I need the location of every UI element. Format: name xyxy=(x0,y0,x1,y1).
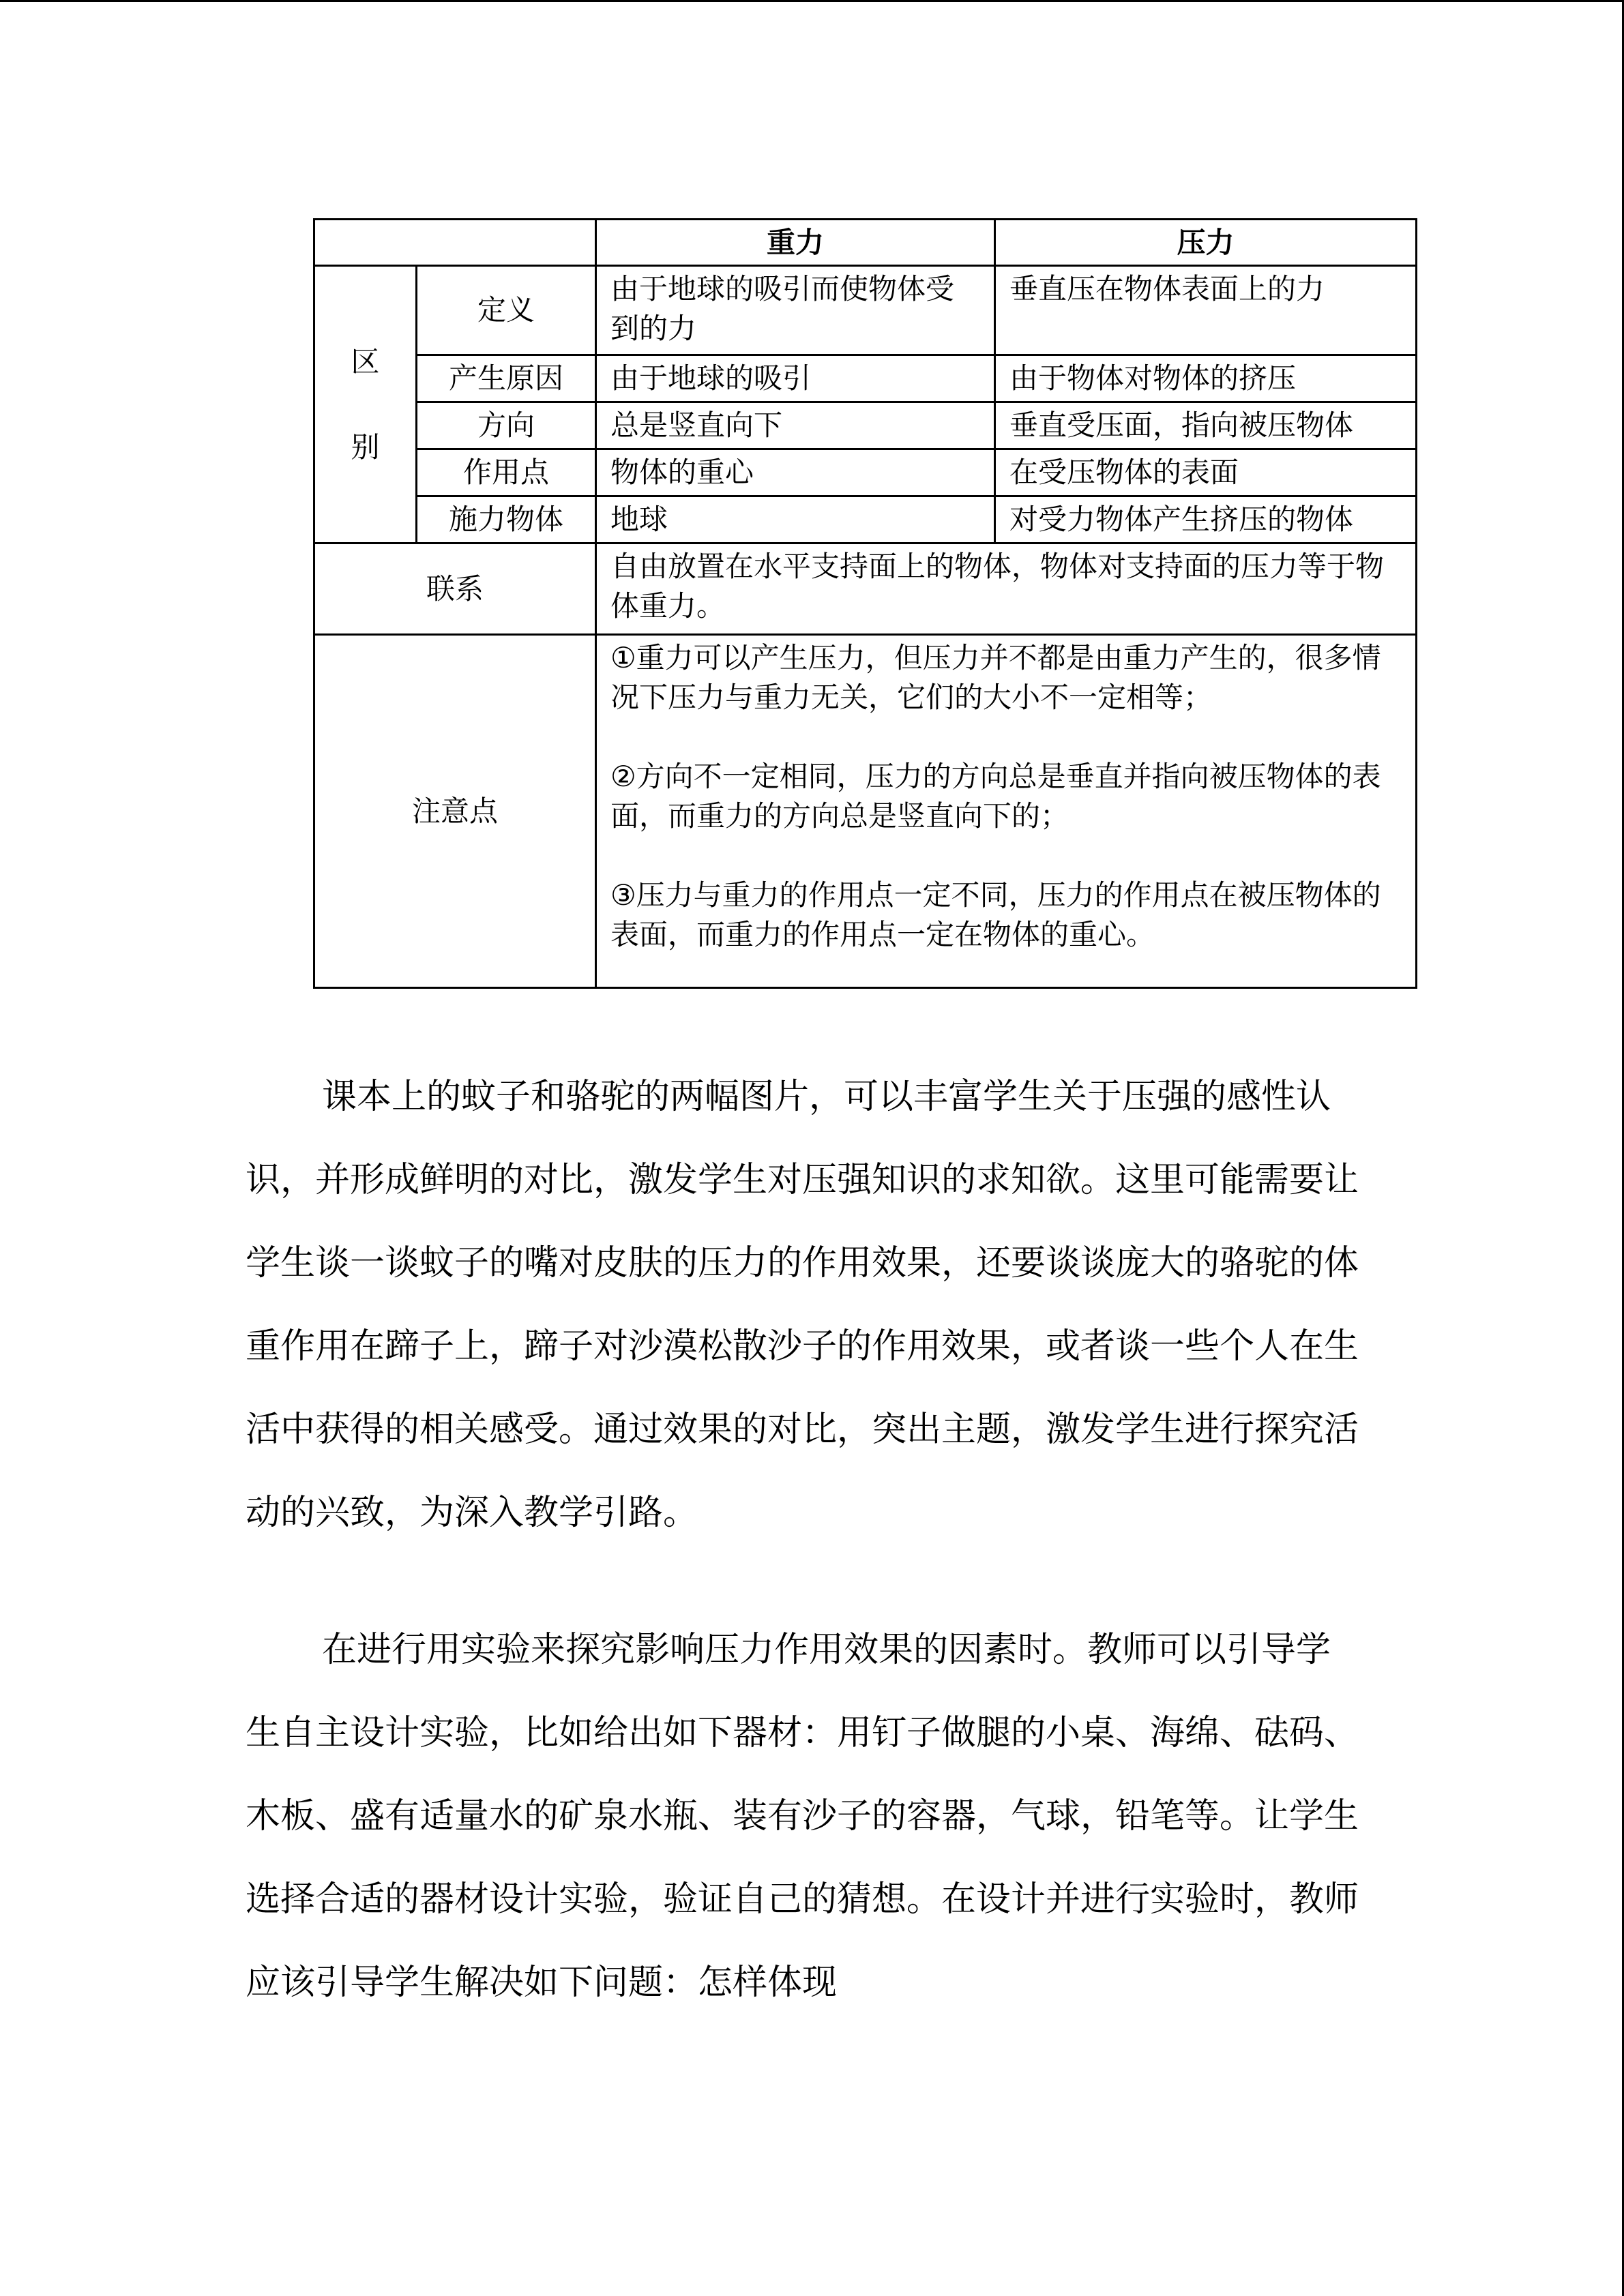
notes-row xyxy=(314,635,1417,988)
pressure-cell: 对受力物体产生挤压的物体 xyxy=(995,496,1417,543)
row-label: 方向 xyxy=(417,402,596,449)
body-paragraph: 在进行用实验来探究影响压力作用效果的因素时。教师可以引导学生自主设计实验，比如给出如下器材：用钉子做腿的小桌、海绵、砝码、木板、盛有适量水的矿泉水瓶、装有沙子的容器，气球，铅笔等。让学生选择合适的器材设计实验，验证自己的猜想。在设计并进行实验时，教师应该引导学生解决如下问题：怎样体现 xyxy=(246,1630,1359,2003)
row-label: 产生原因 xyxy=(417,355,596,402)
relation-row xyxy=(314,543,1417,635)
notes-text: ①重力可以产生压力，但压力并不都是由重力产生的，很多情况下压力与重力无关，它们的大小不一定相等； ②方向不一定相同，压力的方向总是垂直并指向被压物体的表面，而重力的方向总是竖直向下的； ③压力与重力的作用点一定不同，压力的作用点在被压物体的表面，而重力的作用点一定在物体的重心。 xyxy=(596,635,1417,988)
row-label: 定义 xyxy=(417,266,596,355)
pressure-cell: 由于物体对物体的挤压 xyxy=(995,355,1417,402)
relation-label: 联系 xyxy=(314,543,596,635)
gravity-cell: 由于地球的吸引 xyxy=(596,355,995,402)
table-header-row xyxy=(314,220,1417,266)
gravity-cell: 总是竖直向下 xyxy=(596,402,995,449)
table-row xyxy=(314,402,1417,449)
row-label: 作用点 xyxy=(417,449,596,496)
table-row xyxy=(314,266,1417,355)
page-border-top xyxy=(0,0,1624,2)
row-label: 施力物体 xyxy=(417,496,596,543)
pressure-cell: 在受压物体的表面 xyxy=(995,449,1417,496)
gravity-cell: 由于地球的吸引而使物体受到的力 xyxy=(596,266,995,355)
pressure-cell: 垂直受压面，指向被压物体 xyxy=(995,402,1417,449)
gravity-cell: 地球 xyxy=(596,496,995,543)
body-paragraph: 课本上的蚊子和骆驼的两幅图片，可以丰富学生关于压强的感性认识，并形成鲜明的对比，激发学生对压强知识的求知欲。这里可能需要让学生谈一谈蚊子的嘴对皮肤的压力的作用效果，还要谈谈庞大的骆驼的体重作用在蹄子上，蹄子对沙漠松散沙子的作用效果，或者谈一些个人在生活中获得的相关感受。通过效果的对比，突出主题，激发学生进行探究活动的兴致，为深入教学引路。 xyxy=(246,1077,1359,1533)
table-row xyxy=(314,496,1417,543)
comparison-table xyxy=(313,218,1417,989)
table-row xyxy=(314,449,1417,496)
notes-label: 注意点 xyxy=(314,635,596,988)
relation-text: 自由放置在水平支持面上的物体，物体对支持面的压力等于物体重力。 xyxy=(596,543,1417,635)
header-gravity: 重力 xyxy=(596,220,995,266)
table-row xyxy=(314,355,1417,402)
pressure-cell: 垂直压在物体表面上的力 xyxy=(995,266,1417,355)
header-pressure: 压力 xyxy=(995,220,1417,266)
difference-group-label: 区 别 xyxy=(314,266,417,543)
table-corner-cell xyxy=(314,220,596,266)
gravity-cell: 物体的重心 xyxy=(596,449,995,496)
